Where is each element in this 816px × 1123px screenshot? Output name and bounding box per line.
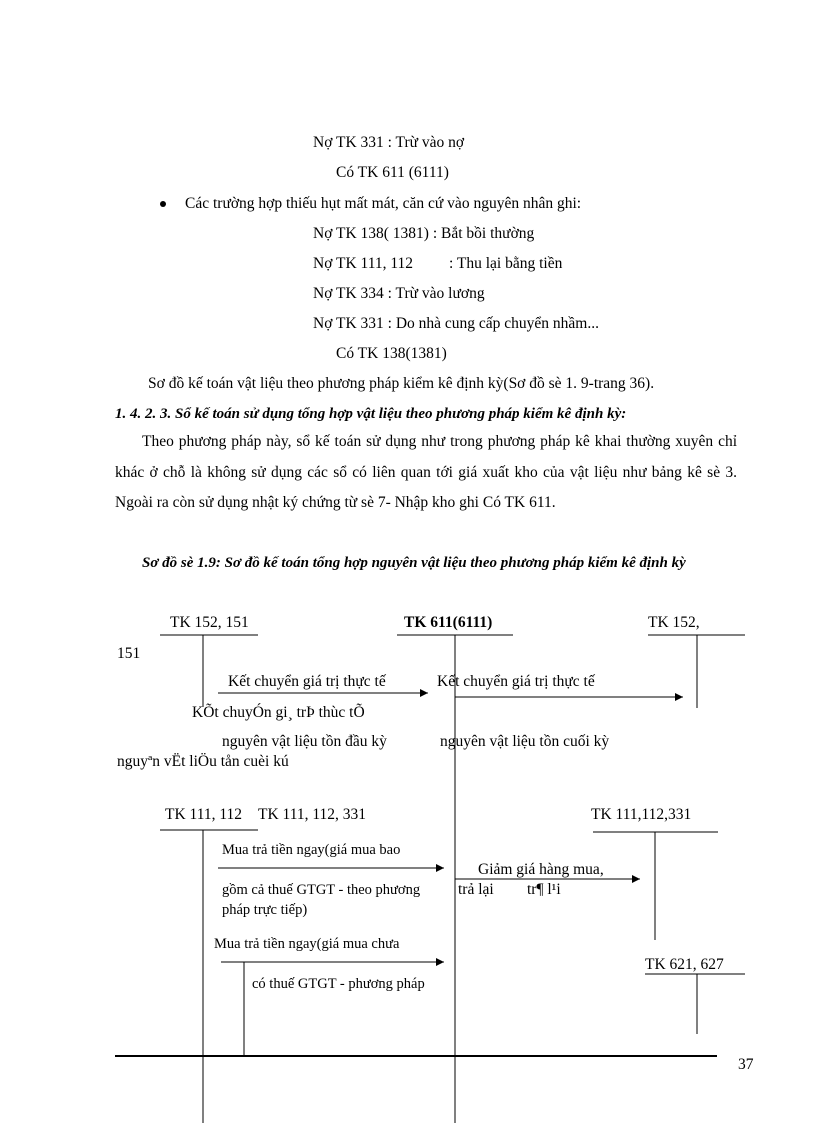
entry-no-331-nham: Nợ TK 331 : Do nhà cung cấp chuyển nhầm...	[313, 315, 599, 332]
diagram-reference: Sơ đồ kế toán vật liệu theo phương pháp kiểm kê định kỳ(Sơ đồ sè 1. 9-trang 36).	[148, 375, 655, 392]
account-151-wrap: 151	[117, 645, 141, 662]
label-garbled-3: tr¶ l¹i	[527, 881, 561, 898]
label-kc-left: Kết chuyển giá trị thực tế	[228, 673, 386, 690]
label-nvl-cuoi-ky: nguyên vật liệu tồn cuối kỳ	[440, 733, 610, 750]
label-tra-lai: trả lại	[458, 881, 494, 898]
entry-no-111-112: Nợ TK 111, 112	[313, 255, 414, 272]
label-kc-right: Kết chuyển giá trị thực tế	[437, 673, 595, 690]
label-gom-ca-thue: gồm cả thuế GTGT - theo phương	[222, 882, 421, 898]
diagram-title-text: Sơ đồ sè 1.9: Sơ đồ kế toán tổng hợp nguyên vật liệu theo phương pháp kiểm kê định kỳ	[142, 555, 686, 571]
entry-no-138: Nợ TK 138( 1381) : Bắt bồi thường	[313, 225, 535, 242]
account-tk152-151-left: TK 152, 151	[170, 614, 249, 631]
account-tk611: TK 611(6111)	[404, 614, 493, 631]
label-nvl-dau-ky: nguyên vật liệu tồn đầu kỳ	[222, 733, 387, 750]
label-phap-truc-tiep: pháp trực tiếp)	[222, 902, 308, 918]
label-co-thue: có thuế GTGT - phương pháp	[252, 976, 425, 992]
label-garbled-2: nguyªn vËt liÖu tån cuèi kú	[117, 753, 289, 770]
entry-no-111-112-desc: : Thu lại bằng tiền	[449, 255, 563, 272]
account-tk621-627: TK 621, 627	[645, 956, 724, 973]
account-tk111-112-left: TK 111, 112	[165, 806, 243, 823]
entry-no-331: Nợ TK 331 : Trừ vào nợ	[313, 134, 465, 151]
label-mua-tra-2: Mua trả tiền ngay(giá mua chưa	[214, 936, 400, 952]
section-body-text: Theo phương pháp này, sổ kế toán sử dụng như trong phương pháp kê khai thường xuyên chỉ khác ở chỗ là không sử dụng các sổ có liên quan tới giá xuất kho của vật liệu như bảng kê sè 3. Ngoài ra còn sử dụng nhật ký chứng từ sè 7- Nhập kho ghi Có TK 611.	[115, 433, 737, 511]
entry-co-138: Có TK 138(1381)	[336, 345, 447, 362]
account-tk111-112-331-mid: TK 111, 112, 331	[258, 806, 367, 823]
entry-no-334: Nợ TK 334 : Trừ vào lương	[313, 285, 485, 302]
section-heading: 1. 4. 2. 3. Sổ kế toán sử dụng tổng hợp vật liệu theo phương pháp kiểm kê định kỳ:	[115, 406, 627, 422]
label-garbled-1: KÕt chuyÓn gi¸ trÞ thùc tÕ	[192, 704, 365, 721]
account-tk111-112-331-right: TK 111,112,331	[591, 806, 692, 823]
label-mua-tra-1: Mua trả tiền ngay(giá mua bao	[222, 842, 401, 858]
bullet-shortage: Các trường hợp thiếu hụt mất mát, căn cứ vào nguyên nhân ghi:	[185, 195, 582, 212]
page-number: 37	[738, 1056, 754, 1073]
account-tk152-right: TK 152,	[648, 614, 700, 631]
label-giam-gia: Giảm giá hàng mua,	[478, 861, 604, 878]
entry-co-611: Có TK 611 (6111)	[336, 164, 449, 181]
